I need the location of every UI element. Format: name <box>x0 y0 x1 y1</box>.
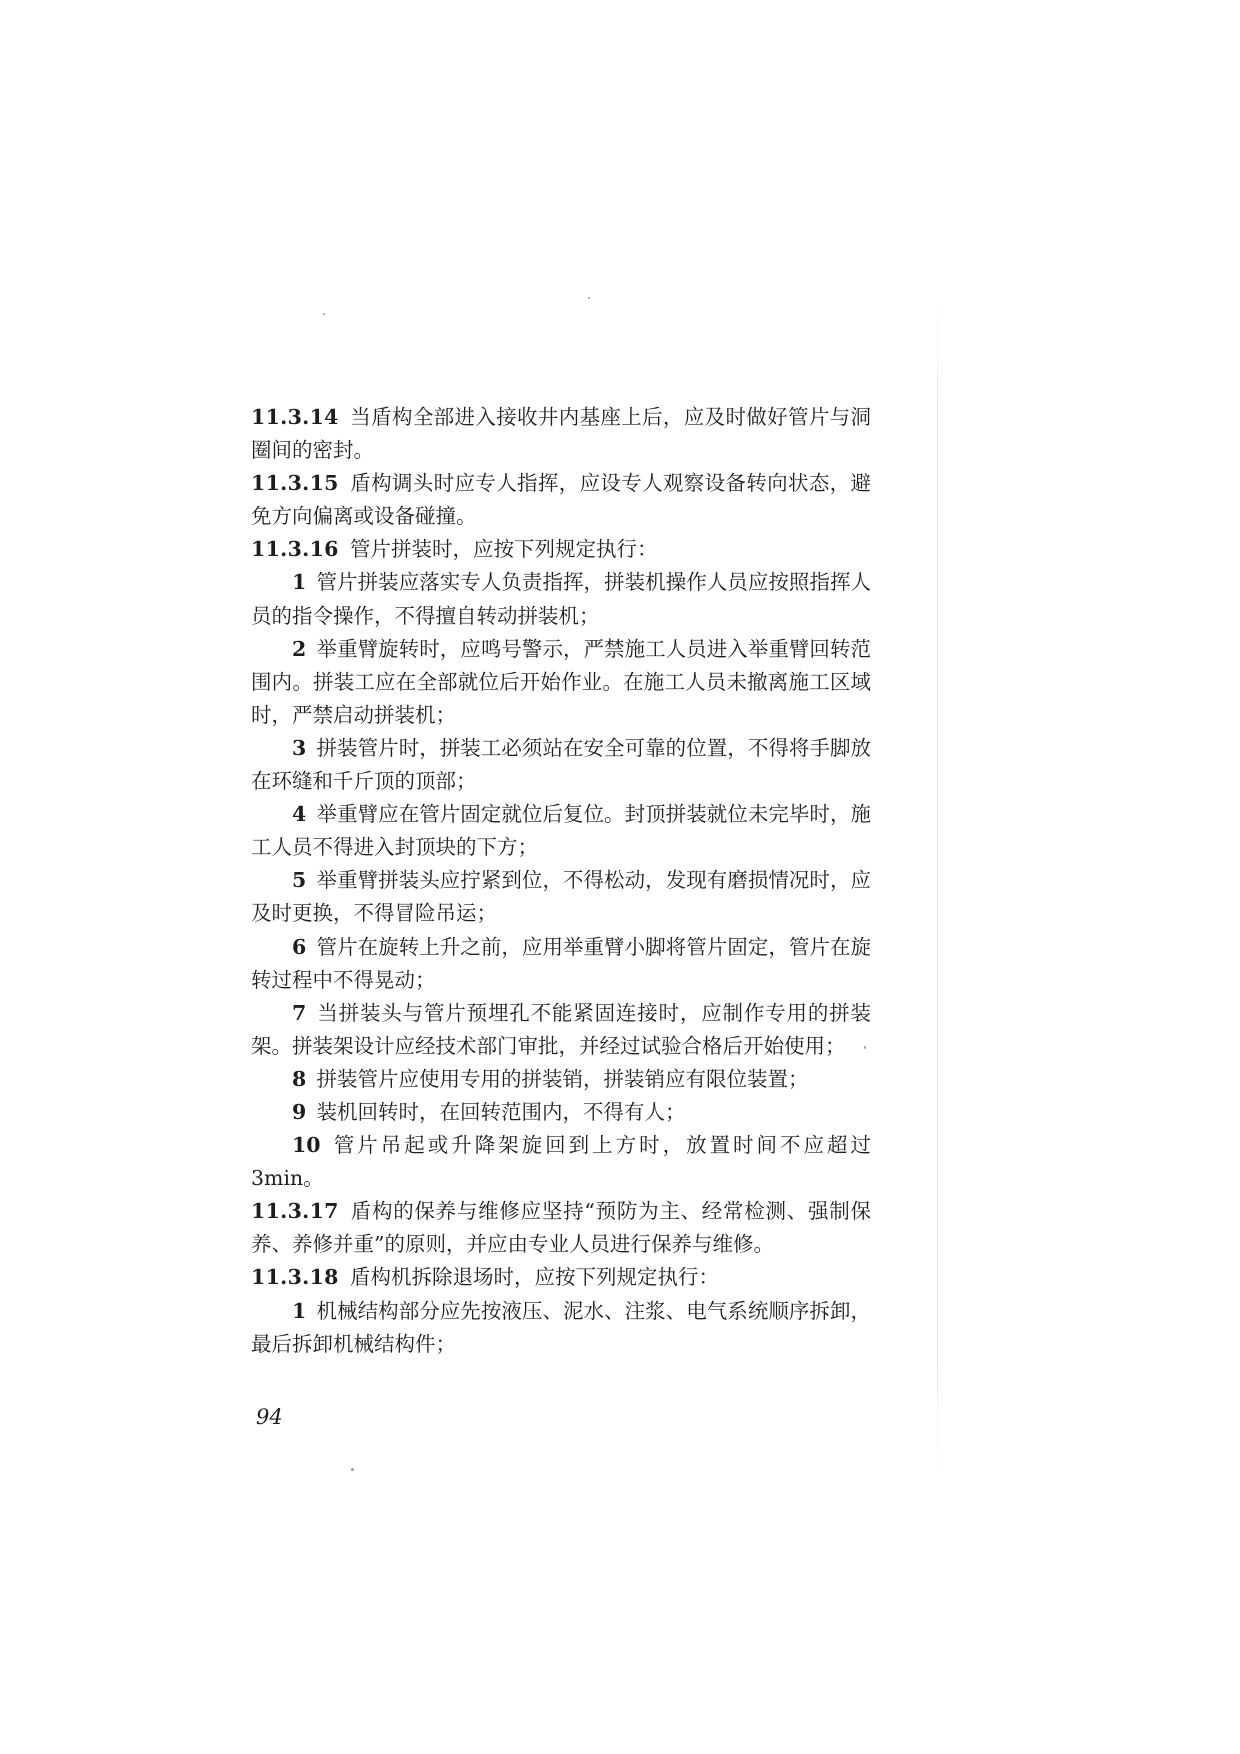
list-item <box>251 1096 871 1129</box>
list-item <box>251 566 871 632</box>
list-item <box>251 931 871 997</box>
clause-text: 管片拼装时，应按下列规定执行： <box>349 537 658 562</box>
clause-11-3-18 <box>251 1261 871 1294</box>
clause-11-3-14 <box>251 401 871 467</box>
scan-speck <box>588 297 590 299</box>
clause-number: 11.3.15 <box>251 471 339 496</box>
item-number: 8 <box>292 1066 307 1091</box>
item-number: 3 <box>292 735 307 760</box>
item-text: 管片在旋转上升之前，应用举重臂小脚将管片固定，管片在旋转过程中不得晃动； <box>251 934 871 992</box>
scan-speck <box>351 1468 354 1471</box>
scan-edge-line <box>937 290 938 1480</box>
list-item <box>251 798 871 864</box>
clause-11-3-17 <box>251 1195 871 1261</box>
clause-number: 11.3.17 <box>251 1199 339 1224</box>
item-number: 5 <box>292 868 307 893</box>
item-text: 管片吊起或升降架旋回到上方时，放置时间不应超过3min。 <box>251 1133 871 1191</box>
scan-speck <box>323 313 325 315</box>
item-number: 9 <box>292 1099 307 1124</box>
list-item <box>251 1129 871 1195</box>
clause-number: 11.3.14 <box>251 405 339 429</box>
item-text: 装机回转时，在回转范围内，不得有人； <box>316 1099 686 1124</box>
clause-text: 盾构的保养与维修应坚持“预防为主、经常检测、强制保养、养修并重”的原则，并应由专业人员进行保养与维修。 <box>251 1199 871 1257</box>
clause-text: 盾构机拆除退场时，应按下列规定执行： <box>349 1265 719 1290</box>
page-number: 94 <box>256 1405 283 1429</box>
document-body <box>251 401 871 1361</box>
clause-11-3-15 <box>251 467 871 533</box>
item-text: 举重臂拼装头应拧紧到位，不得松动，发现有磨损情况时，应及时更换，不得冒险吊运； <box>251 868 871 926</box>
item-number: 1 <box>292 570 307 595</box>
list-item <box>251 732 871 798</box>
clause-11-3-16 <box>251 533 871 566</box>
item-number: 10 <box>292 1133 321 1158</box>
clause-text: 盾构调头时应专人指挥，应设专人观察设备转向状态，避免方向偏离或设备碰撞。 <box>251 471 871 529</box>
item-number: 2 <box>292 636 307 661</box>
item-number: 7 <box>292 1000 307 1025</box>
item-text: 当拼装头与管片预埋孔不能紧固连接时，应制作专用的拼装架。拼装架设计应经技术部门审批，并经过试验合格后开始使用； <box>251 1000 871 1058</box>
list-item <box>251 864 871 930</box>
item-number: 6 <box>292 934 307 959</box>
item-text: 机械结构部分应先按液压、泥水、注浆、电气系统顺序拆卸，最后拆卸机械结构件； <box>251 1298 871 1356</box>
item-text: 举重臂旋转时，应鸣号警示，严禁施工人员进入举重臂回转范围内。拼装工应在全部就位后开始作业。在施工人员未撤离施工区域时，严禁启动拼装机； <box>251 636 871 727</box>
item-number: 1 <box>292 1298 307 1323</box>
item-text: 管片拼装应落实专人负责指挥，拼装机操作人员应按照指挥人员的指令操作，不得擅自转动拼装机； <box>251 570 871 628</box>
list-item <box>251 997 871 1063</box>
item-text: 举重臂应在管片固定就位后复位。封顶拼装就位未完毕时，施工人员不得进入封顶块的下方； <box>251 802 871 860</box>
clause-number: 11.3.16 <box>251 537 339 562</box>
clause-text: 当盾构全部进入接收井内基座上后，应及时做好管片与洞圈间的密封。 <box>251 405 871 463</box>
item-text: 拼装管片应使用专用的拼装销，拼装销应有限位装置； <box>316 1066 809 1091</box>
item-text: 拼装管片时，拼装工必须站在安全可靠的位置，不得将手脚放在环缝和千斤顶的顶部； <box>251 735 871 794</box>
list-item <box>251 1295 871 1361</box>
clause-number: 11.3.18 <box>251 1265 339 1290</box>
list-item <box>251 633 871 732</box>
item-number: 4 <box>292 802 307 827</box>
list-item <box>251 1063 871 1096</box>
